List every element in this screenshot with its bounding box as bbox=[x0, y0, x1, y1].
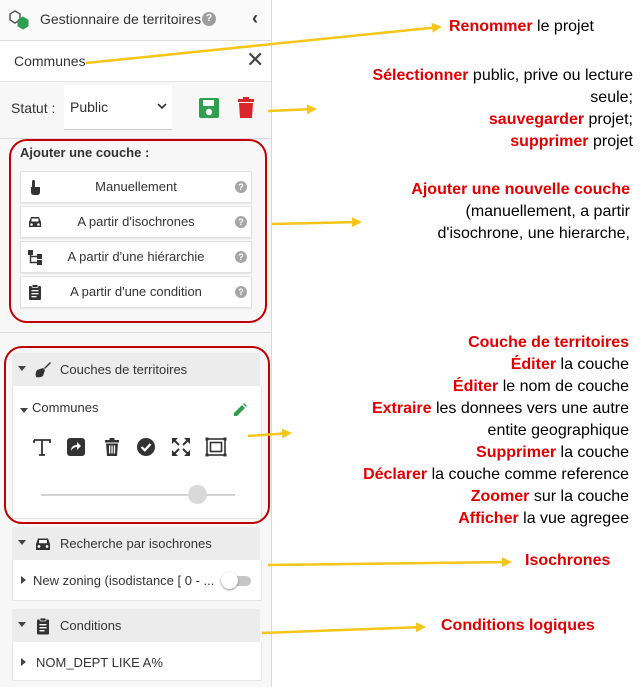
annotation-delete-action: supprimer bbox=[510, 133, 589, 150]
annotation-add-text: (manuellement, a partir bbox=[465, 203, 630, 220]
annotation-status-text: seule; bbox=[590, 89, 633, 106]
annotation-rename-action: Renommer bbox=[449, 18, 533, 35]
layers-section-title: Couches de territoires bbox=[60, 362, 188, 377]
expand-triangle-icon[interactable] bbox=[21, 576, 26, 584]
project-name-field[interactable]: Communes bbox=[14, 53, 86, 69]
territory-manager-panel bbox=[0, 0, 272, 687]
annotation-status-action: Sélectionner bbox=[372, 67, 469, 84]
project-name-bar bbox=[0, 41, 271, 82]
annotation-isochrones bbox=[525, 550, 610, 572]
annotation-isochrones-label: Isochrones bbox=[525, 552, 611, 569]
status-select-value: Public bbox=[70, 99, 109, 115]
collapse-panel-button[interactable]: ‹ bbox=[252, 8, 258, 28]
save-project-button[interactable] bbox=[198, 97, 220, 119]
annotation-status-text: public, prive ou lecture bbox=[468, 67, 633, 84]
annotation-rename-layer-text: le nom de couche bbox=[498, 378, 629, 395]
divider bbox=[0, 332, 271, 333]
layers-highlight-frame bbox=[4, 346, 270, 524]
annotation-reference-text: la couche comme reference bbox=[427, 466, 629, 483]
annotation-layers-title: Couche de territoires bbox=[468, 334, 629, 351]
help-icon[interactable]: ? bbox=[235, 181, 247, 193]
add-layer-manual-label: Manuellement bbox=[95, 179, 177, 194]
annotation-extract-text: les donnees vers une autre bbox=[431, 400, 629, 417]
annotation-rename-layer-action: Éditer bbox=[452, 378, 499, 395]
delete-project-button[interactable] bbox=[236, 97, 256, 119]
annotation-edit-action: Éditer bbox=[510, 356, 557, 373]
annotation-delete-layer-text: la couche bbox=[556, 444, 629, 461]
annotation-add-text: d'isochrone, une hierarche, bbox=[437, 225, 630, 242]
annotation-zoom-text: sur la couche bbox=[529, 488, 629, 505]
annotation-conditions bbox=[441, 615, 595, 637]
help-icon[interactable]: ? bbox=[235, 251, 247, 263]
annotation-add-layer bbox=[411, 179, 630, 245]
annotation-add-action: Ajouter une nouvelle couche bbox=[411, 181, 630, 198]
isochrone-item-label[interactable]: New zoning (isodistance [ 0 - ... bbox=[33, 573, 215, 588]
annotation-delete-layer-action: Supprimer bbox=[476, 444, 557, 461]
annotation-delete-text: projet bbox=[588, 133, 633, 150]
collapse-triangle-icon bbox=[18, 540, 26, 545]
annotation-conditions-label: Conditions logiques bbox=[441, 617, 595, 634]
chevron-down-icon bbox=[156, 100, 168, 112]
isochrone-visibility-toggle-thumb[interactable] bbox=[221, 572, 238, 589]
annotation-reference-action: Déclarer bbox=[363, 466, 428, 483]
help-icon[interactable]: ? bbox=[235, 286, 247, 298]
add-layer-hierarchy-label: A partir d'une hiérarchie bbox=[67, 249, 205, 264]
status-label: Statut : bbox=[11, 100, 56, 116]
car-icon bbox=[34, 535, 52, 553]
annotation-extract-text: entite geographique bbox=[487, 422, 629, 439]
clipboard-icon bbox=[34, 617, 52, 635]
close-project-button[interactable]: ✕ bbox=[246, 47, 265, 72]
panel-header bbox=[0, 0, 271, 41]
add-layer-isochrones-label: A partir d'isochrones bbox=[77, 214, 195, 229]
panel-title: Gestionnaire de territoires bbox=[40, 11, 202, 27]
annotation-save-text: projet; bbox=[584, 111, 633, 128]
isochrones-section-header[interactable] bbox=[12, 527, 260, 560]
annotation-layers bbox=[363, 332, 629, 530]
territories-logo-icon bbox=[8, 9, 30, 31]
layer-name[interactable]: Communes bbox=[32, 400, 99, 415]
help-icon[interactable]: ? bbox=[235, 216, 247, 228]
annotation-rename bbox=[449, 16, 594, 38]
isochrones-section-title: Recherche par isochrones bbox=[60, 536, 212, 551]
conditions-section-title: Conditions bbox=[60, 618, 122, 633]
annotation-extract-action: Extraire bbox=[371, 400, 432, 417]
annotation-aggregate-text: la vue agregee bbox=[518, 510, 629, 527]
collapse-triangle-icon bbox=[18, 622, 26, 627]
help-icon[interactable]: ? bbox=[202, 12, 216, 26]
annotation-aggregate-action: Afficher bbox=[458, 510, 519, 527]
add-layer-highlight-frame bbox=[9, 139, 267, 323]
add-layer-condition-label: A partir d'une condition bbox=[70, 284, 202, 299]
conditions-section-header[interactable] bbox=[12, 609, 260, 642]
expand-triangle-icon[interactable] bbox=[21, 658, 26, 666]
annotation-rename-text: le projet bbox=[532, 18, 594, 35]
annotation-zoom-action: Zoomer bbox=[470, 488, 530, 505]
annotation-save-action: sauvegarder bbox=[488, 111, 585, 128]
annotation-status bbox=[372, 65, 633, 153]
condition-item-label[interactable]: NOM_DEPT LIKE A% bbox=[36, 655, 163, 670]
annotation-edit-text: la couche bbox=[556, 356, 629, 373]
add-layer-title: Ajouter une couche : bbox=[20, 145, 150, 160]
status-select[interactable] bbox=[64, 85, 172, 130]
